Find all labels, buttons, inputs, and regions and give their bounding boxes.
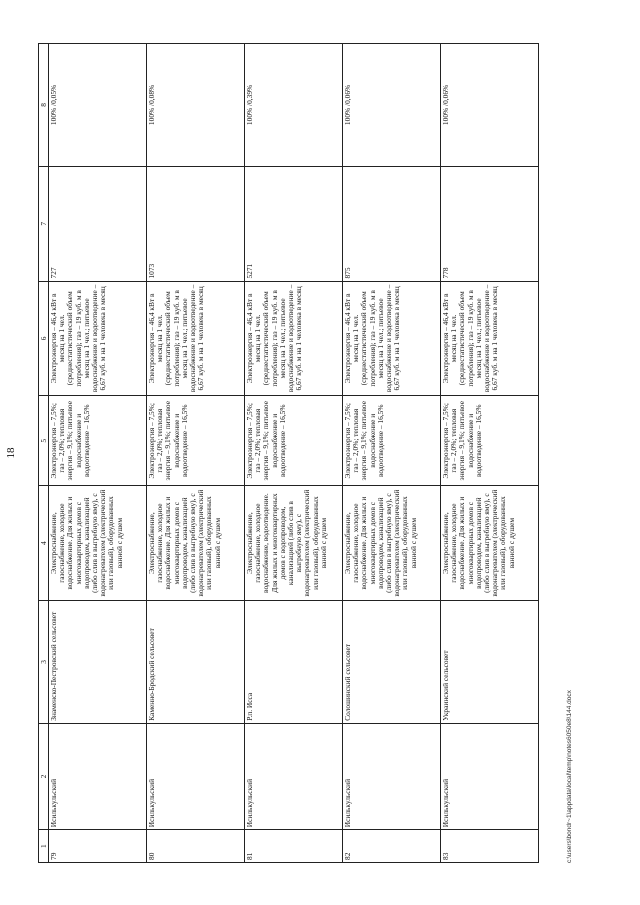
settlement-cell: Украинский сельсовет [441, 600, 539, 723]
table-row [343, 44, 441, 863]
column-header-4: 4 [39, 486, 49, 601]
row-number: 83 [441, 830, 539, 863]
services-cell: Электроснабжение, газоснабжение, холодное водоснабжение. Для жилых и многоквартирных домов с водопроводом, канализацией (либо слив в выгребную яму), с водонагревателем (электрический или газовый), оборудованных ванной с душем [147, 486, 245, 601]
row-number: 82 [343, 830, 441, 863]
norms-cell: Электроэнергия – 46,4 кВт в месяц на 1 чел. (среднестатистический объем потребления); газ – 19 куб. м в месяц на 1 чел.; питьевое водоснабжение и водоотведение – 6,67 куб. м на 1 человека в месяц [343, 281, 441, 396]
district-cell: Исилькульский [49, 723, 147, 829]
percents-cell: Электроэнергия – 7,5%; газ – 2,0%; тепловая энергия – 9,1%; питьевое водоснабжение и водоотведение – 16,5% [441, 396, 539, 486]
count-cell: 5271 [245, 166, 343, 281]
tariff-table [38, 43, 539, 863]
column-header-8: 8 [39, 44, 49, 167]
norms-cell: Электроэнергия – 46,4 кВт в месяц на 1 чел. (среднестатистический объем потребления); газ – 19 куб. м в месяц на 1 чел.; питьевое водоснабжение и водоотведение – 6,67 куб. м на 1 человека в месяц [147, 281, 245, 396]
row-number: 80 [147, 830, 245, 863]
column-header-2: 2 [39, 723, 49, 829]
services-cell: Электроснабжение, газоснабжение, холодное водоснабжение. Для жилых и многоквартирных домов с водопроводом, канализацией (либо слив в выгребную яму), с водонагревателем (электрический или газовый), оборудованных ванной с душем [441, 486, 539, 601]
column-header-3: 3 [39, 600, 49, 723]
share-cell: 100% /0,06% [343, 44, 441, 167]
percents-cell: Электроэнергия – 7,5%; газ – 2,0%; тепловая энергия – 9,1%; питьевое водоснабжение и водоотведение – 16,5% [343, 396, 441, 486]
share-cell: 100% /0,08% [147, 44, 245, 167]
district-cell: Исилькульский [147, 723, 245, 829]
page-number: 18 [5, 447, 17, 459]
district-cell: Исилькульский [343, 723, 441, 829]
percents-cell: Электроэнергия – 7,5%; газ – 2,0%; тепловая энергия – 9,1%; питьевое водоснабжение и водоотведение – 16,5% [245, 396, 343, 486]
percents-cell: Электроэнергия – 7,5%; газ – 2,0%; тепловая энергия – 9,1%; питьевое водоснабжение и водоотведение – 16,5% [147, 396, 245, 486]
norms-cell: Электроэнергия – 46,4 кВт в месяц на 1 чел. (среднестатистический объем потребления); газ – 19 куб. м в месяц на 1 чел.; питьевое водоснабжение и водоотведение – 6,67 куб. м на 1 человека в месяц [49, 281, 147, 396]
norms-cell: Электроэнергия – 46,4 кВт в месяц на 1 чел. (среднестатистический объем потребления); газ – 19 куб. м в месяц на 1 чел.; питьевое водоснабжение и водоотведение – 6,67 куб. м на 1 человека в месяц [441, 281, 539, 396]
norms-cell: Электроэнергия – 46,4 кВт в месяц на 1 чел. (среднестатистический объем потребления); газ – 19 куб. м в месяц на 1 чел.; питьевое водоснабжение и водоотведение – 6,67 куб. м на 1 человека в месяц [245, 281, 343, 396]
settlement-cell: Каменно-Бродский сельсовет [147, 600, 245, 723]
share-cell: 100% /0,39% [245, 44, 343, 167]
count-cell: 778 [441, 166, 539, 281]
share-cell: 100% /0,06% [441, 44, 539, 167]
row-number: 81 [245, 830, 343, 863]
column-header-6: 6 [39, 281, 49, 396]
percents-cell: Электроэнергия – 7,5%; газ – 2,0%; тепловая энергия – 9,1%; питьевое водоснабжение и водоотведение – 16,5% [49, 396, 147, 486]
count-cell: 875 [343, 166, 441, 281]
rotated-page [5, 43, 573, 863]
settlement-cell: Солошинский сельсовет [343, 600, 441, 723]
district-cell: Исилькульский [245, 723, 343, 829]
services-cell: Электроснабжение, газоснабжение, холодное водоснабжение. Для жилых и многоквартирных домов с водопроводом, канализацией (либо слив в выгребную яму), с водонагревателем (электрический или газовый), оборудованных ванной с душем [49, 486, 147, 601]
column-header-1: 1 [39, 830, 49, 863]
column-header-7: 7 [39, 166, 49, 281]
row-number: 79 [49, 830, 147, 863]
count-cell: 1073 [147, 166, 245, 281]
column-header-5: 5 [39, 396, 49, 486]
table-row [49, 44, 147, 863]
footer-file-path: c:\users\bondr~1\appdata\local\temp\notes6050e8\144.docx [566, 690, 573, 863]
table-row [147, 44, 245, 863]
settlement-cell: Знаменско-Пестровский сельсовет [49, 600, 147, 723]
services-cell: Электроснабжение, газоснабжение, холодное водоснабжение, водоотведение. Для жилых и многоквартирных домов с водопроводом, канализацией (либо слив в выгребную яму), с водонагревателем (электрический или газовый), оборудованных ванной с душем [245, 486, 343, 601]
header-row [39, 44, 49, 863]
settlement-cell: Р.п. Исса [245, 600, 343, 723]
table-row [245, 44, 343, 863]
count-cell: 727 [49, 166, 147, 281]
share-cell: 100% /0,05% [49, 44, 147, 167]
table-row [441, 44, 539, 863]
services-cell: Электроснабжение, газоснабжение, холодное водоснабжение. Для жилых и многоквартирных домов с водопроводом, канализацией (либо слив в выгребную яму), с водонагревателем (электрический или газовый), оборудованных ванной с душем [343, 486, 441, 601]
district-cell: Исилькульский [441, 723, 539, 829]
